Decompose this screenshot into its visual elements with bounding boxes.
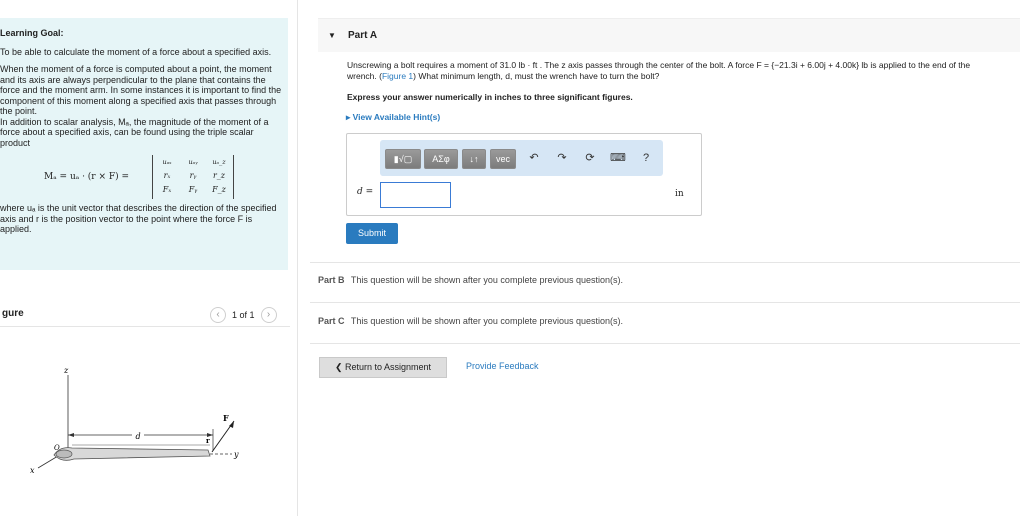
formula-lhs: Mₐ = uₐ · (r × F) = bbox=[44, 172, 130, 182]
part-b-label: Part B bbox=[318, 275, 345, 285]
x-axis-label: x bbox=[30, 466, 35, 475]
math-toolbar bbox=[380, 140, 663, 176]
figure-pager bbox=[210, 307, 277, 323]
y-axis-label: y bbox=[234, 450, 239, 459]
learning-paragraph-1: When the moment of a force is computed about a point, the moment and its axis are always perpendicular to the plane that contains the force and the moment arm. In some instances it is important to find the component of this moment along a specified axis that passes through the point. bbox=[0, 64, 282, 116]
question-pre: Unscrewing a bolt requires a moment of 31.0 lb · ft . The z axis passes through the center of the bolt. A force F = {−21.3i + 6.00j + 4.00k} lb is applied to the end of the wrench. ( bbox=[347, 60, 971, 81]
unit-label: in bbox=[675, 189, 684, 199]
collapse-triangle-icon[interactable]: ▼ bbox=[328, 31, 336, 40]
part-c-label: Part C bbox=[318, 316, 345, 326]
part-divider bbox=[310, 343, 1020, 344]
keyboard-icon[interactable]: ⌨ bbox=[610, 152, 626, 164]
undo-icon[interactable]: ↶ bbox=[529, 152, 539, 164]
matrix-cell: Fᵧ bbox=[188, 185, 198, 194]
part-divider bbox=[310, 262, 1020, 263]
matrix-cell: uₐᵧ bbox=[188, 158, 198, 166]
learning-paragraph-2: In addition to scalar analysis, Mₐ, the magnitude of the moment of a force about a specified axis, can be found using the triple scalar product bbox=[0, 116, 269, 148]
matrix-cell: uₐₓ bbox=[162, 158, 172, 166]
column-divider bbox=[297, 0, 298, 516]
submit-button[interactable]: Submit bbox=[346, 223, 398, 244]
matrix-cell: F_z bbox=[212, 185, 226, 194]
greek-button[interactable]: AΣφ bbox=[424, 149, 458, 169]
part-b-text: This question will be shown after you complete previous question(s). bbox=[350, 275, 623, 285]
matrix-cell: rᵧ bbox=[189, 171, 197, 180]
matrix-cell: r_z bbox=[212, 171, 226, 180]
view-hints-link[interactable]: ▸ View Available Hint(s) bbox=[346, 112, 441, 122]
d-arrow-left bbox=[68, 433, 74, 437]
answer-box bbox=[346, 133, 702, 216]
redo-icon[interactable]: ↷ bbox=[557, 152, 567, 164]
r-label: r bbox=[206, 436, 210, 445]
question-post: ) What minimum length, d, must the wrench have to turn the bolt? bbox=[413, 71, 660, 81]
provide-feedback-link[interactable]: Provide Feedback bbox=[466, 361, 539, 371]
wrench-figure bbox=[20, 355, 260, 485]
part-a-header[interactable] bbox=[318, 18, 1020, 52]
help-icon[interactable]: ? bbox=[642, 152, 650, 164]
d-label: d bbox=[135, 432, 141, 441]
reset-icon[interactable]: ⟳ bbox=[585, 152, 595, 164]
answer-instructions: Express your answer numerically in inches to three significant figures. bbox=[347, 92, 633, 102]
figure-header bbox=[0, 306, 290, 326]
prev-figure-button[interactable]: ‹ bbox=[210, 307, 226, 323]
next-figure-button[interactable]: › bbox=[261, 307, 277, 323]
learning-goal-title: Learning Goal: bbox=[0, 28, 64, 38]
part-c-text: This question will be shown after you complete previous question(s). bbox=[350, 316, 623, 326]
answer-input[interactable] bbox=[380, 182, 451, 208]
matrix-cell: Fₓ bbox=[162, 185, 172, 194]
part-a-label: Part A bbox=[348, 30, 378, 41]
matrix-cell: rₓ bbox=[163, 171, 171, 180]
figure-link[interactable]: Figure 1 bbox=[381, 71, 414, 81]
z-axis-label: z bbox=[64, 366, 69, 375]
triple-scalar-formula bbox=[0, 155, 282, 201]
learning-goal-panel bbox=[0, 18, 288, 270]
wrench-body bbox=[54, 448, 210, 461]
return-to-assignment-button[interactable]: ❮ Return to Assignment bbox=[319, 357, 447, 378]
part-divider bbox=[310, 302, 1020, 303]
question-text bbox=[347, 60, 997, 82]
figure-count: 1 of 1 bbox=[232, 310, 255, 320]
vec-button[interactable]: vec bbox=[490, 149, 516, 169]
matrix-cell: uₐ_z bbox=[212, 158, 226, 166]
templates-button[interactable]: ▮√▢ bbox=[385, 149, 421, 169]
determinant-matrix bbox=[152, 155, 234, 199]
learning-paragraph-3: where uₐ is the unit vector that describes the direction of the specified axis and r is the position vector to the point where the force F is applied. bbox=[0, 203, 277, 234]
force-label: F bbox=[223, 413, 229, 423]
variable-label: d = bbox=[357, 187, 374, 197]
part-c-row bbox=[318, 316, 623, 326]
figure-title: gure bbox=[2, 308, 24, 319]
figure-divider bbox=[0, 326, 290, 327]
part-b-row bbox=[318, 275, 623, 285]
learning-goal-text: To be able to calculate the moment of a force about a specified axis. bbox=[0, 46, 272, 57]
origin-label: O bbox=[54, 444, 60, 452]
arrows-button[interactable]: ↓↑ bbox=[462, 149, 486, 169]
